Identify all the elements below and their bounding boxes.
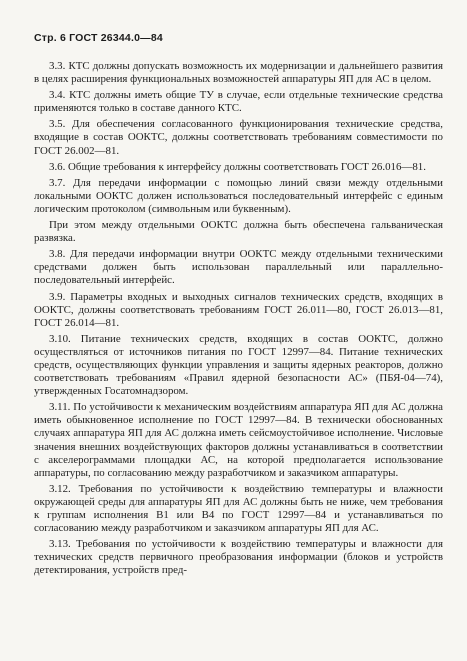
page-header: Стр. 6 ГОСТ 26344.0—84 [34,32,163,44]
paragraph-3-13: 3.13. Требования по устойчивости к воздействию температуры и влажности для технических средств первичного преобразования информации (блоков и устройств детектирования, устройств пред- [34,538,443,577]
paragraph-3-9: 3.9. Параметры входных и выходных сигналов технических средств, входящих в ООКТС, должны соответствовать требованиям ГОСТ 26.011—80, ГОСТ 26.013—81, ГОСТ 26.014—81. [34,290,443,329]
paragraph-3-6: 3.6. Общие требования к интерфейсу должны соответствовать ГОСТ 26.016—81. [49,160,426,173]
paragraph-3-7: 3.7. Для передачи информации с помощью линий связи между отдельными локальными ООКТС должен использоваться последовательный интерфейс с единым логическим протоколом (символьным или буквенным). [34,176,443,215]
paragraph-3-5: 3.5. Для обеспечения согласованного функционирования технические средства, входящие в состав ООКТС, должны соответствовать требованиям совместимости по ГОСТ 26.002—81. [34,118,443,157]
paragraph-3-12: 3.12. Требования по устойчивости к воздействию температуры и влажности окружающей среды для аппаратуры ЯП для АС должны быть не ниже, чем требования к группам исполнения В1 или В4 по ГОСТ 12997—84 и устанавливаться по согласованию между разработчиком и заказчиком аппаратуры ЯП для АС. [34,482,443,535]
paragraph-3-11: 3.11. По устойчивости к механическим воздействиям аппаратура ЯП для АС должна иметь обыкновенное исполнение по ГОСТ 12997—84. В технически обоснованных случаях аппаратура ЯП для АС должна иметь сейсмоустойчивое исполнение. Числовые значения внешних воздействующих факторов должны устанавливаться в соответствии с акселерограммами площадки АС, на которой предполагается использование аппаратуры, по согласованию между разработчиком и заказчиком аппаратуры. [34,401,443,479]
paragraph-3-10: 3.10. Питание технических средств, входящих в состав ООКТС, должно осуществляться от источников питания по ГОСТ 12997—84. Питание технических средств, осуществляющих функции управления и защиты ядерных реакторов, должно соответствовать требованиям «Правил ядерной безопасности АС» (ПБЯ-04—74), утвержденных Госатомнадзором. [34,332,443,398]
paragraph-3-3: 3.3. КТС должны допускать возможность их модернизации и дальнейшего развития в целях расширения функциональных возможностей аппаратуры ЯП для АС в целом. [34,60,443,86]
paragraph-3-7-note: При этом между отдельными ООКТС должна быть обеспечена гальваническая развязка. [34,219,443,245]
paragraph-3-8: 3.8. Для передачи информации внутри ООКТС между отдельными техническими средствами должен быть использован параллельный или параллельно-последовательный интерфейс. [34,248,443,287]
paragraph-3-4: 3.4. КТС должны иметь общие ТУ в случае, если отдельные технические средства применяются только в составе данного КТС. [34,89,443,115]
